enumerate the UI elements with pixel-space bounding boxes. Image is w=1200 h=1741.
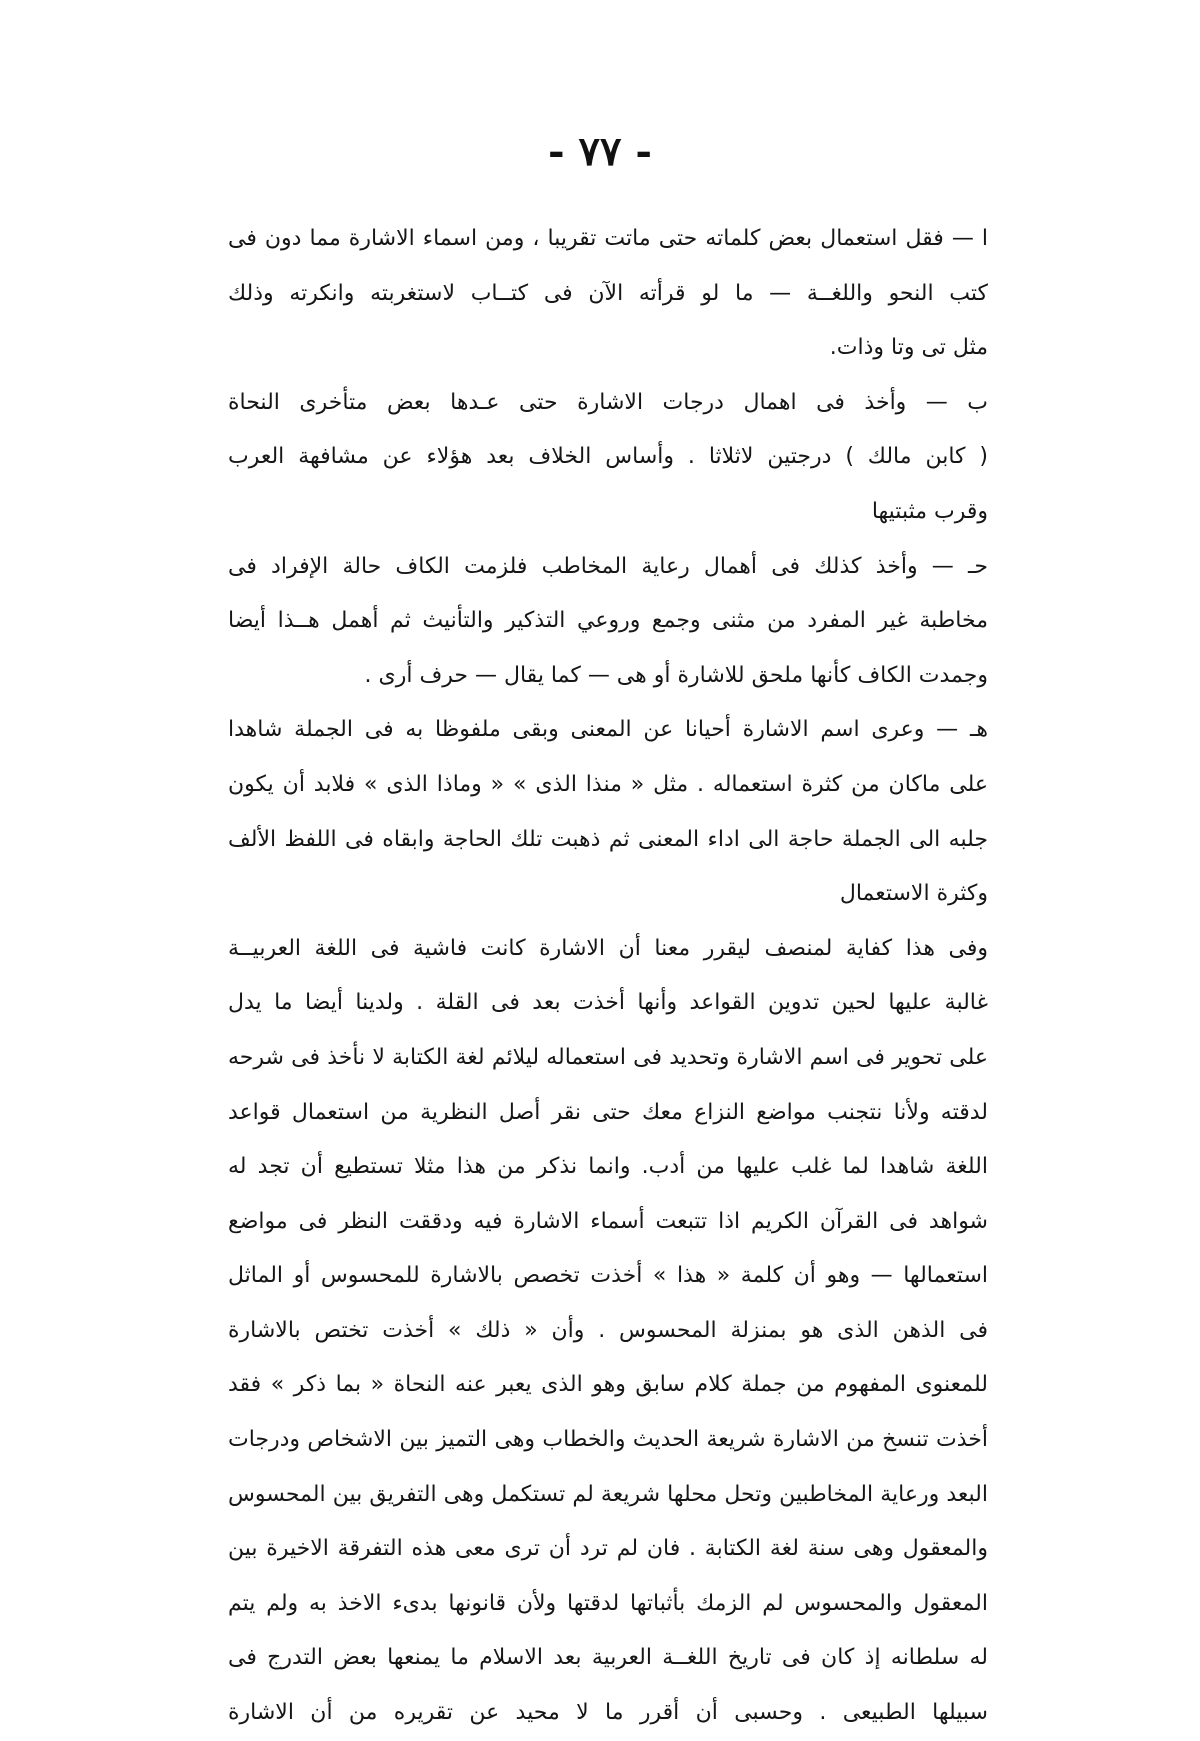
text-line: على ماكان من كثرة استعماله . مثل « منذا الذى » « وماذا الذى » فلابد أن يكون [228,771,988,797]
text-line: مثل تى وتا وذات. [829,335,988,361]
text-line: له سلطانه إذ كان فى تاريخ اللغــة العربية بعد الاسلام ما يمنعها بعض التدرج فى [228,1645,988,1671]
text-line: ا — فقل استعمال بعض كلماته حتى ماتت تقريبا ، ومن اسماء الاشارة مما دون فى [228,226,988,251]
text-line: كتب النحو واللغــة — ما لو قرأته الآن فى كتــاب لاستغربته وانكرته وذلك [228,280,988,306]
text-line: المعقول والمحسوس لم الزمك بأثباتها لدقتها ولأن قانونها بدىء الاخذ به ولم يتم [228,1590,988,1616]
text-line: فى الذهن الذى هو بمنزلة المحسوس . وأن « ذلك » أخذت تختص بالاشارة [228,1317,988,1343]
text-line: وكثرة الاستعمال [839,881,988,907]
text-line: شواهد فى القرآن الكريم اذا تتبعت أسماء الاشارة فيه ودققت النظر فى مواضع [228,1208,988,1234]
text-line: مخاطبة غير المفرد من مثنى وجمع وروعي التذكير والتأنيث ثم أهمل هــذا أيضا [228,608,988,634]
body-text [228,212,988,1741]
text-line: هـ — وعرى اسم الاشارة أحيانا عن المعنى وبقى ملفوظا به فى الجملة شاهدا [228,717,988,743]
text-line: وقرب مثبتيها [871,498,988,524]
text-line: اللغة شاهدا لما غلب عليها من أدب. وانما نذكر من هذا مثلا تستطيع أن تجد له [228,1154,988,1180]
text-line: وفى هذا كفاية لمنصف ليقرر معنا أن الاشارة كانت فاشية فى اللغة العربيــة [228,935,988,961]
text-line: ( كابن مالك ) درجتين لاثلاثا . وأساس الخلاف بعد هؤلاء عن مشافهة العرب [228,444,988,470]
text-line: استعمالها — وهو أن كلمة « هذا » أخذت تخصص بالاشارة للمحسوس أو الماثل [228,1263,988,1289]
text-line: وجمدت الكاف كأنها ملحق للاشارة أو هى — كما يقال — حرف أرى . [364,662,988,688]
text-line: للمعنوى المفهوم من جملة كلام سابق وهو الذى يعبر عنه النحاة « بما ذكر » فقد [228,1372,988,1398]
text-line: والمعقول وهى سنة لغة الكتابة . فان لم ترد أن ترى معى هذه التفرقة الاخيرة بين [228,1536,988,1562]
page-number: - ٧٧ - [547,128,653,175]
text-line: ب — وأخذ فى اهمال درجات الاشارة حتى عـدها بعض متأخرى النحاة [228,389,988,415]
text-line: أخذت تنسخ من الاشارة شريعة الحديث والخطاب وهى التميز بين الاشخاص ودرجات [228,1427,988,1453]
text-line: على تحوير فى اسم الاشارة وتحديد فى استعماله ليلائم لغة الكتابة لا نأخذ فى شرحه [228,1044,988,1070]
text-line: البعد ورعاية المخاطبين وتحل محلها شريعة لم تستكمل وهى التفريق بين المحسوس [228,1481,988,1507]
text-line: لدقته ولأنا نتجنب مواضع النزاع معك حتى نقر أصل النظرية من استعمال قواعد [228,1099,988,1125]
text-line: حـ — وأخذ كذلك فى أهمال رعاية المخاطب فلزمت الكاف حالة الإفراد فى [228,553,988,579]
text-line: غالبة عليها لحين تدوين القواعد وأنها أخذت بعد فى القلة . ولدينا أيضا ما يدل [228,990,988,1016]
text-line: سبيلها الطبيعى . وحسبى أن أقرر ما لا محيد عن تقريره من أن الاشارة [228,1700,988,1726]
text-line: جلبه الى الجملة حاجة الى اداء المعنى ثم ذهبت تلك الحاجة وابقاه فى اللفظ الألف [228,826,988,852]
